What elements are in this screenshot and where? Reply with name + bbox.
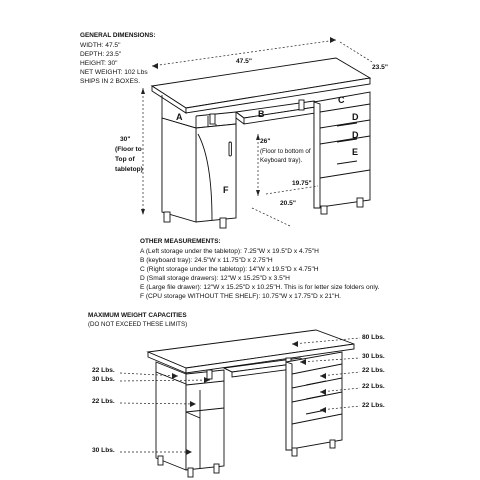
measurement-c: C (Right storage under the tabletop): 14"W x 19.5"D x 4.75"H [140,266,319,273]
weight-right-d2-label: 22 Lbs. [362,383,385,390]
tray-depth-label: 19.75" [292,180,312,187]
general-dimensions-heading: GENERAL DIMENSIONS: [80,32,156,39]
compartment-d1-label: D [352,112,359,122]
tray-height-note-1: (Floor to bottom of [260,148,311,155]
width-dimension-label: 47.5" [236,58,252,65]
desk-depth-label: 20.5" [280,200,296,207]
general-depth: DEPTH: 23.5" [80,51,122,58]
height-note-2: Top of [115,156,135,163]
general-height: HEIGHT: 30" [80,60,118,67]
weight-left-floor-label: 30 Lbs. [92,447,115,454]
weight-left-shelf-label: 22 Lbs. [92,398,115,405]
general-ships: SHIPS IN 2 BOXES. [80,78,141,85]
other-measurements-heading: OTHER MEASUREMENTS: [140,238,221,245]
compartment-c-label: C [338,95,345,105]
measurement-b: B (keyboard tray): 24.5"W x 11.75"D x 2.75"H [140,257,273,264]
compartment-a-label: A [176,112,183,122]
weight-right-upper-label: 30 Lbs. [362,353,385,360]
height-note-3: tabletop) [115,166,143,173]
tray-height-label: 26" [260,138,271,145]
compartment-e-label: E [352,147,359,157]
general-width: WIDTH: 47.5" [80,42,121,49]
weight-capacities-subheading: (DO NOT EXCEED THESE LIMITS) [88,321,188,328]
weight-left-tray-label: 30 Lbs. [92,376,115,383]
weight-right-d1-label: 22 Lbs. [362,367,385,374]
general-net-weight: NET WEIGHT: 102 Lbs [80,69,148,76]
weight-right-e-label: 22 Lbs. [362,402,385,409]
weight-capacities-heading: MAXIMUM WEIGHT CAPACITIES [88,312,187,319]
height-note-1: (Floor to [115,146,142,153]
compartment-b-label: B [258,109,265,119]
measurement-e: E (Large file drawer): 12"W x 15.25"D x 10.25"H. This is for letter size folders only. [140,284,380,291]
measurement-d: D (Small storage drawers): 12"W x 15.25"D x 3.5"H [140,275,290,282]
measurement-a: A (Left storage under the tabletop): 7.25"W x 19.5"D x 4.75"H [140,248,319,255]
measurement-f: F (CPU storage WITHOUT THE SHELF): 10.75"W x 17.75"D x 21"H. [140,293,341,300]
compartment-d2-label: D [352,130,359,140]
depth-dimension-label: 23.5" [372,64,388,71]
weight-top-label: 80 Lbs. [362,334,385,341]
height-dimension-label: 30" [120,136,131,143]
compartment-f-label: F [223,185,229,195]
tray-height-note-2: Keyboard tray). [260,157,303,164]
weight-left-a-label: 22 Lbs. [92,367,115,374]
